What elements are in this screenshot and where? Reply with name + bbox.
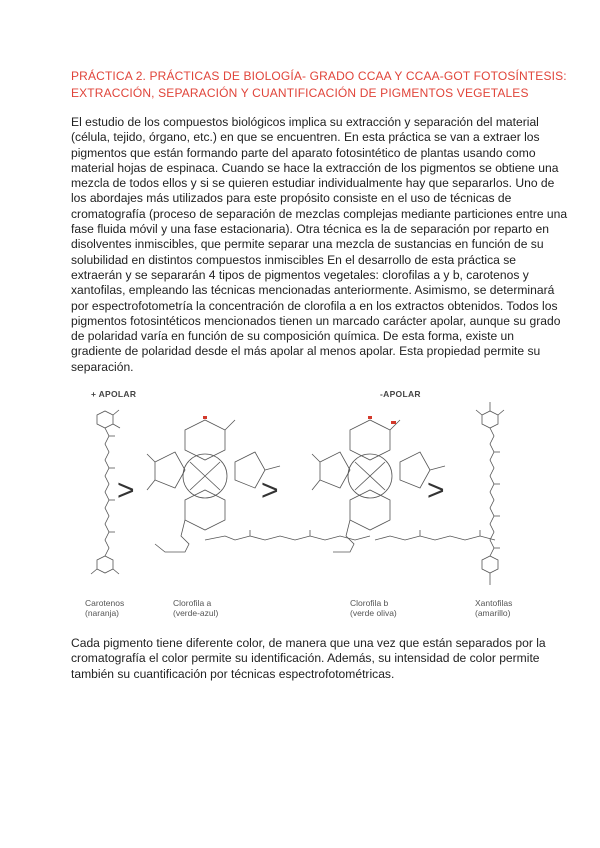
intro-line: gradiente de polaridad desde el más apolar al menos apolar. Esta propiedad permite su: [71, 344, 541, 359]
practice-title: [71, 68, 567, 102]
pigment-name: Carotenos: [85, 598, 125, 608]
pigment-color: (verde oliva): [350, 608, 397, 618]
pigment-color: (amarillo): [475, 608, 511, 618]
pigment-name: Xantofilas: [475, 598, 513, 608]
carotene-structure: [91, 410, 120, 574]
intro-line: separación.: [71, 359, 134, 374]
intro-line: disolventes inmiscibles, que permite separar una mezcla de sustancias en función de su: [71, 237, 544, 252]
caption-clorofila-a: [173, 598, 218, 618]
greater-than-2: >: [261, 474, 279, 507]
xanthophyll-structure: [476, 402, 504, 585]
caption-clorofila-b: [350, 598, 397, 618]
intro-line: cromatografía (proceso de separación de mezclas complejas mediante particiones entre una: [71, 206, 568, 221]
pigment-name: Clorofila b: [350, 598, 389, 608]
chlorophyll-a-structure: [147, 420, 370, 552]
chlorophyll-b-structure: [312, 420, 495, 552]
apolar-plus-label: + APOLAR: [91, 389, 137, 399]
intro-line: extraerán y se separarán 4 tipos de pigmentos vegetales: clorofilas a y b, carotenos y: [71, 267, 529, 282]
title-line-1: PRÁCTICA 2. PRÁCTICAS DE BIOLOGÍA- GRADO CCAA Y CCAA-GOT FOTOSÍNTESIS:: [71, 69, 567, 83]
molecular-structures-diagram: [75, 380, 530, 595]
intro-line: (célula, tejido, órgano, etc.) en que se encuentren. En esta práctica se van a extraer los: [71, 130, 540, 145]
intro-line: de polaridad varía en función de su composición química. De esta forma, existe un: [71, 329, 515, 344]
caption-xantofilas: [475, 598, 512, 618]
intro-line: pigmentos fotosintéticos mencionados tienen un marcado carácter apolar, aunque su grado: [71, 313, 561, 328]
pigment-color: (naranja): [85, 608, 120, 618]
intro-line: solubilidad en distintos compuestos inmiscibles En el desarrollo de esta práctica se: [71, 252, 517, 267]
pigments-polarity-figure: [75, 380, 530, 620]
closing-line: cromatografía el color permite su identificación. Además, su intensidad de color permite: [71, 651, 540, 666]
intro-line: xantofilas, empleando las técnicas mencionadas anteriormente. Asimismo, se determinará: [71, 283, 555, 298]
title-line-2: EXTRACCIÓN, SEPARACIÓN Y CUANTIFICACIÓN DE PIGMENTOS VEGETALES: [71, 86, 529, 100]
intro-line: material hojas de espinaca. Cuando se hace la extracción de los pigmentos se obtiene una: [71, 160, 559, 175]
greater-than-3: >: [427, 474, 445, 507]
intro-paragraph: [71, 115, 568, 375]
closing-line: Cada pigmento tiene diferente color, de manera que una vez que están separados por la: [71, 636, 546, 650]
intro-line: fase fluida móvil y una fase estacionaria). Otra técnica es la de separación por reparto en: [71, 222, 549, 237]
caption-carotenos: [85, 598, 124, 618]
intro-line: por espectrofotometría la concentración de clorofila a en los extractos obtenidos. Todos los: [71, 298, 558, 313]
intro-line: mezcla de todos ellos y si se quieren estudiar individualmente hay que separarlos. Uno de: [71, 176, 555, 191]
intro-line: los abordajes más utilizados para este propósito consiste en el uso de técnicas de: [71, 191, 512, 206]
closing-paragraph: [71, 636, 546, 682]
pigment-color: (verde-azul): [173, 608, 219, 618]
closing-line: también su cuantificación por técnicas espectrofotométricas.: [71, 666, 395, 681]
intro-line: El estudio de los compuestos biológicos implica su extracción y separación del material: [71, 115, 539, 129]
greater-than-1: >: [117, 474, 135, 507]
pigment-name: Clorofila a: [173, 598, 212, 608]
apolar-minus-label: -APOLAR: [380, 389, 421, 399]
intro-line: pigmentos que están formando parte del aparato fotosintético de plantas usando como: [71, 145, 536, 160]
